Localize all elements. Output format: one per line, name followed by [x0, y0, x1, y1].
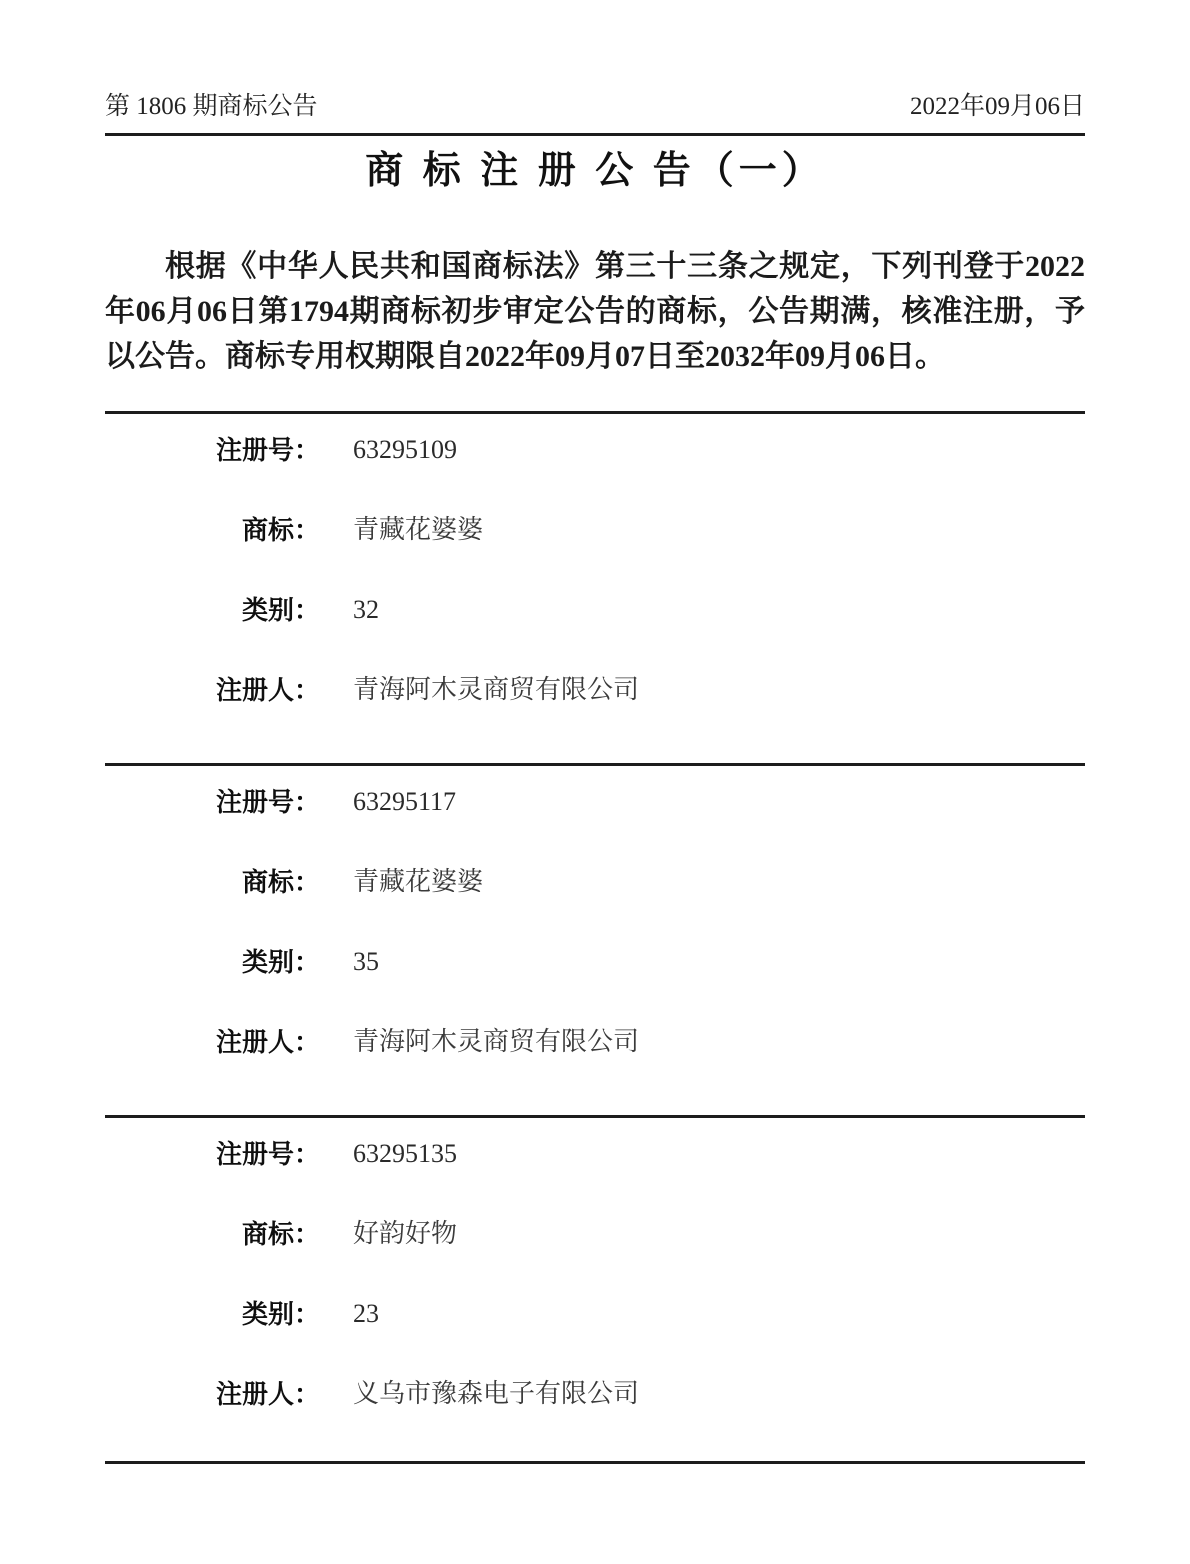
reg-no-value: 63295109 [353, 435, 457, 464]
category-label: 类别： [241, 595, 320, 625]
trademark-entry [105, 763, 1085, 1115]
trademark-row [105, 866, 1085, 946]
trademark-value: 青藏花婆婆 [353, 515, 484, 544]
entry-list [105, 411, 1085, 1464]
category-label: 类别： [241, 947, 320, 977]
header-divider [105, 133, 1085, 136]
reg-no-label: 注册号： [215, 787, 320, 817]
reg-no-label: 注册号： [215, 435, 320, 465]
reg-no-value: 63295135 [353, 1139, 457, 1168]
trademark-value: 好韵好物 [353, 1219, 458, 1248]
registrant-value: 青海阿木灵商贸有限公司 [353, 675, 640, 704]
category-row [105, 594, 1085, 674]
category-value: 23 [353, 1299, 379, 1328]
gazette-issue-label: 第 1806 期商标公告 [105, 93, 318, 120]
registrant-row [105, 1026, 1085, 1106]
intro-paragraph: 根据《中华人民共和国商标法》第三十三条之规定，下列刊登于2022年06月06日第1794期商标初步审定公告的商标，公告期满，核准注册，予以公告。商标专用权期限自2022年09月07日至2032年09月06日。 [105, 250, 1085, 373]
category-value: 35 [353, 947, 379, 976]
trademark-row [105, 1218, 1085, 1298]
trademark-label: 商标： [241, 1219, 320, 1249]
registrant-label: 注册人： [215, 1027, 320, 1057]
registrant-value: 青海阿木灵商贸有限公司 [353, 1027, 640, 1056]
trademark-value: 青藏花婆婆 [353, 867, 484, 896]
reg-no-row [105, 434, 1085, 514]
registrant-row [105, 674, 1085, 754]
category-row [105, 1298, 1085, 1378]
page-title: 商 标 注 册 公 告（一） [365, 150, 825, 192]
reg-no-label: 注册号： [215, 1139, 320, 1169]
category-row [105, 946, 1085, 1026]
registrant-label: 注册人： [215, 675, 320, 705]
page-header [105, 90, 1085, 124]
trademark-label: 商标： [241, 515, 320, 545]
category-value: 32 [353, 595, 379, 624]
trademark-entry [105, 1115, 1085, 1461]
reg-no-value: 63295117 [353, 787, 457, 816]
registrant-label: 注册人： [215, 1379, 320, 1409]
registrant-row [105, 1378, 1085, 1458]
end-divider [105, 1461, 1085, 1464]
trademark-label: 商标： [241, 867, 320, 897]
gazette-date: 2022年09月06日 [909, 93, 1085, 120]
trademark-entry [105, 411, 1085, 763]
reg-no-row [105, 786, 1085, 866]
registrant-value: 义乌市豫森电子有限公司 [353, 1379, 640, 1408]
category-label: 类别： [241, 1299, 320, 1329]
trademark-row [105, 514, 1085, 594]
reg-no-row [105, 1138, 1085, 1218]
